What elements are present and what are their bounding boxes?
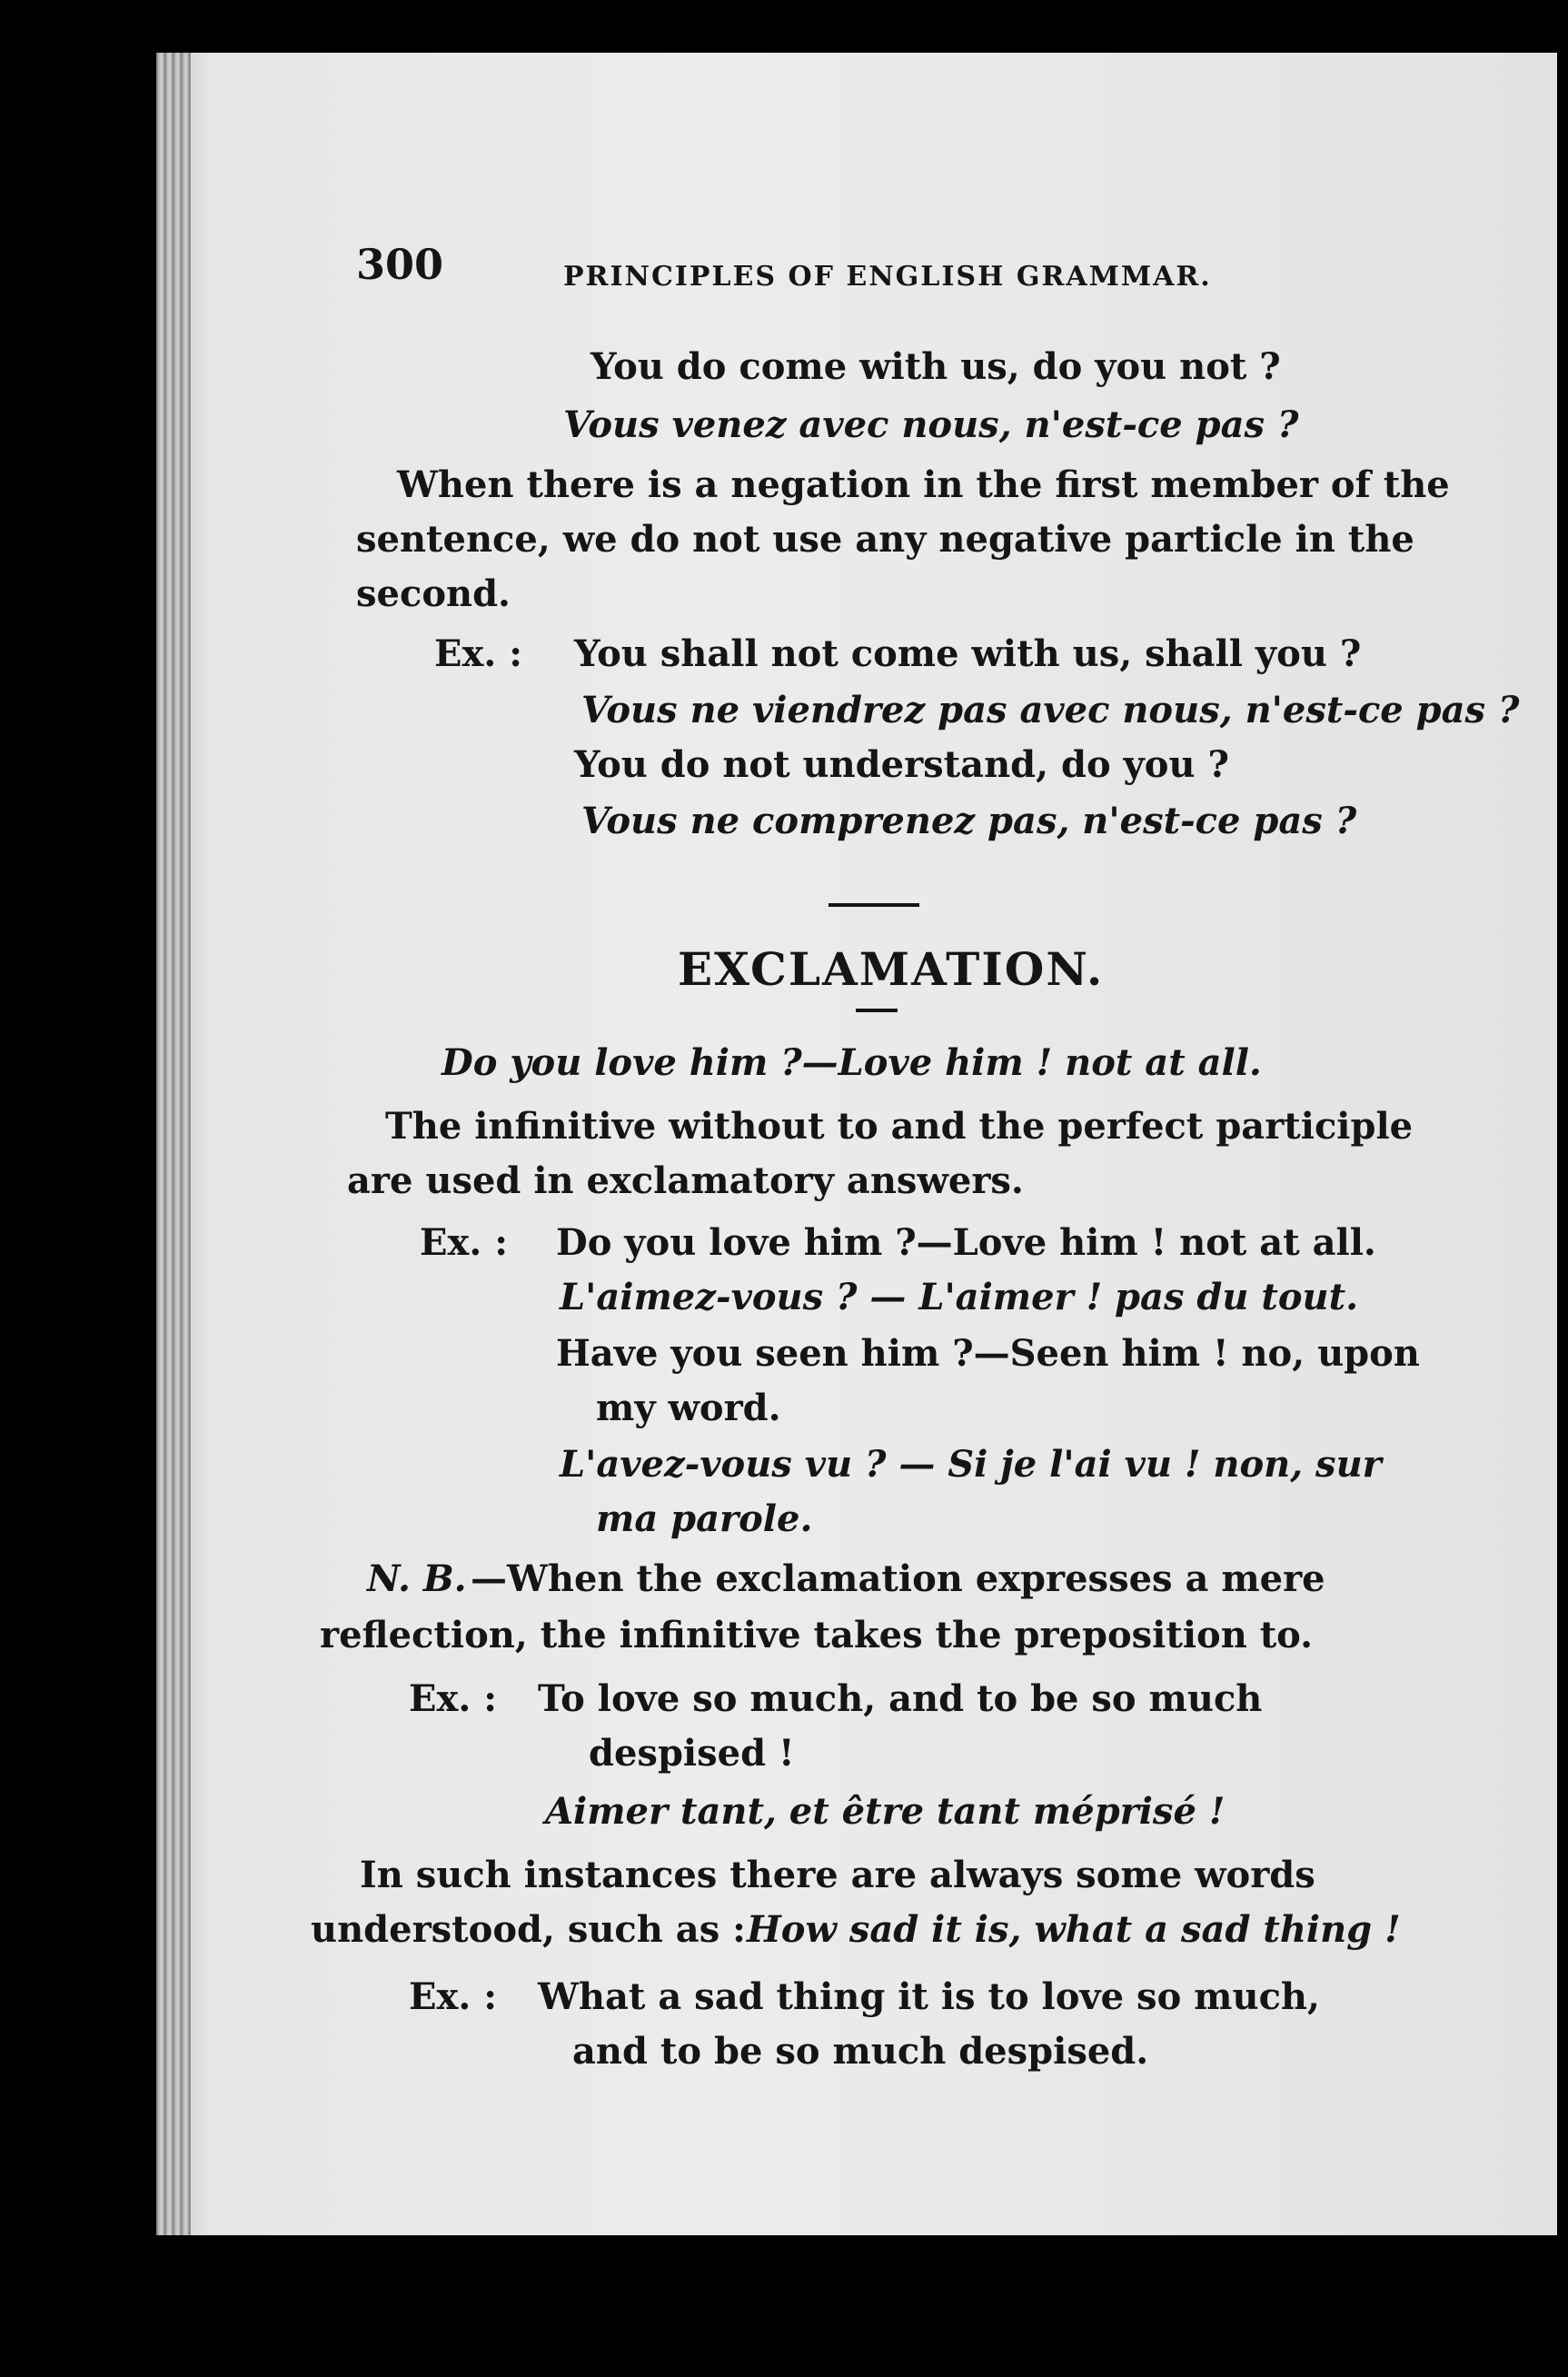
example-en-2-line-2: my word.: [596, 1387, 781, 1429]
example-fr-2-line-1: L'avez-vous vu ? — Si je l'ai vu ! non, sur: [560, 1443, 1382, 1486]
example-en-2: You shall not come with us, shall you ?: [574, 632, 1362, 675]
rule-text-line-2: sentence, we do not use any negative particle in the: [356, 518, 1414, 561]
example-en-4-line-1: What a sad thing it is to love so much,: [538, 1975, 1320, 2018]
example-fr-3: Aimer tant, et être tant méprisé !: [545, 1790, 1226, 1833]
section-divider: [829, 903, 919, 907]
example-fr-1: L'aimez-vous ? — L'aimer ! pas du tout.: [560, 1276, 1359, 1318]
example-en-1: You do come with us, do you not ?: [590, 345, 1281, 388]
section-heading: EXCLAMATION.: [678, 942, 1105, 996]
example-fr-3: Vous ne comprenez pas, n'est-ce pas ?: [581, 800, 1357, 842]
page-number: 300: [356, 240, 444, 289]
example-en-3-line-1: To love so much, and to be so much: [538, 1677, 1263, 1720]
book-page: [156, 53, 1557, 2235]
rule-text-line-2: are used in exclamatory answers.: [347, 1159, 1024, 1202]
example-en-1: Do you love him ?—Love him ! not at all.: [556, 1221, 1376, 1264]
section-subheading: Do you love him ?—Love him ! not at all.: [442, 1041, 1262, 1084]
example-fr-2-line-2: ma parole.: [596, 1497, 813, 1540]
example-fr-1: Vous venez avec nous, n'est-ce pas ?: [563, 403, 1299, 446]
example-label: Ex. :: [409, 1677, 497, 1720]
page-gutter: [156, 53, 191, 2235]
example-label: Ex. :: [434, 632, 522, 675]
nb-text-line-2: reflection, the infinitive takes the preposition to.: [320, 1614, 1314, 1656]
example-label: Ex. :: [420, 1221, 508, 1264]
rule-text-line-1: The infinitive without to and the perfect participle: [385, 1105, 1414, 1148]
rule-text-line-3: second.: [356, 572, 511, 615]
running-head: PRINCIPLES OF ENGLISH GRAMMAR.: [563, 261, 1212, 293]
note-italic-phrase: How sad it is, what a sad thing !: [747, 1908, 1401, 1951]
example-fr-2: Vous ne viendrez pas avec nous, n'est-ce pas ?: [581, 689, 1520, 731]
example-en-4-line-2: and to be so much despised.: [572, 2030, 1149, 2073]
nb-label: N. B.: [367, 1557, 467, 1600]
note-text-line-1: In such instances there are always some words: [360, 1854, 1315, 1896]
note-text-line-2: understood, such as :: [311, 1908, 746, 1951]
example-en-3-line-2: despised !: [589, 1732, 795, 1775]
rule-text-line-1: When there is a negation in the first member of the: [397, 463, 1450, 506]
nb-text-line-1: —When the exclamation expresses a mere: [471, 1557, 1325, 1600]
example-en-2-line-1: Have you seen him ?—Seen him ! no, upon: [556, 1332, 1420, 1375]
heading-divider: [856, 1009, 898, 1012]
example-label: Ex. :: [409, 1975, 497, 2018]
example-en-3: You do not understand, do you ?: [574, 743, 1229, 786]
